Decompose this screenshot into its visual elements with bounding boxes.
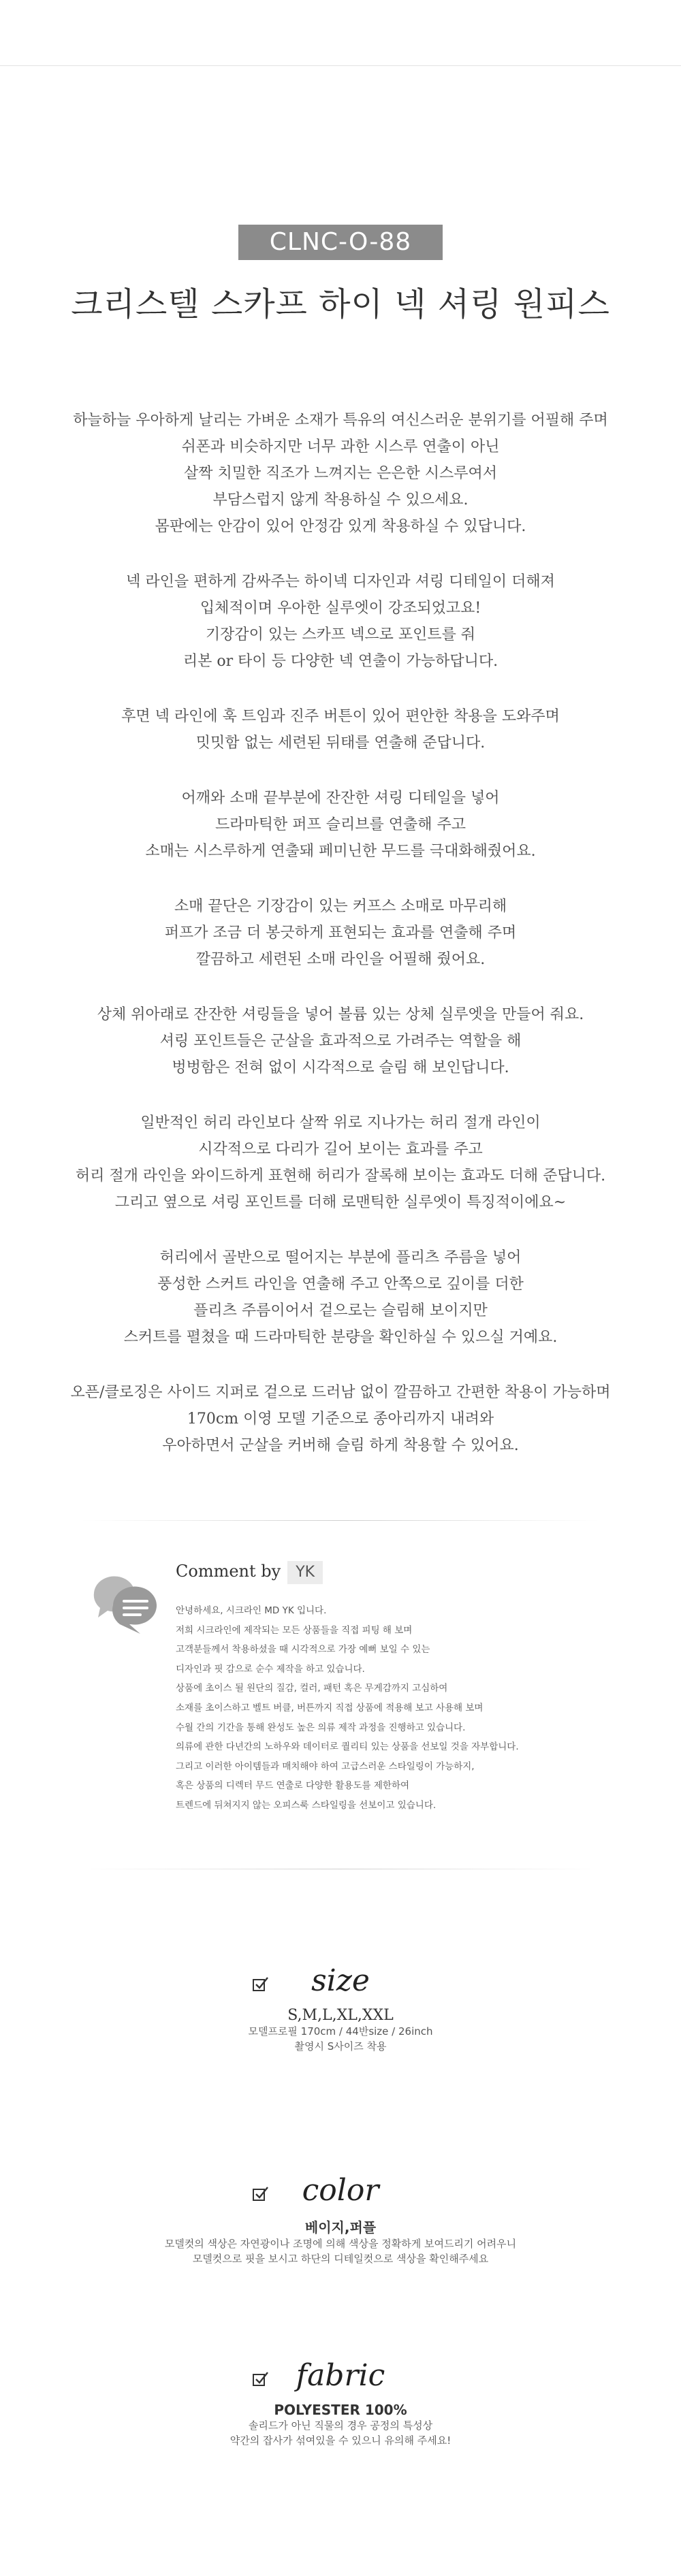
comment-author: YK: [287, 1561, 323, 1584]
description-line: 그리고 옆으로 셔링 포인트를 더해 로맨틱한 실루엣이 특징적이에요~: [114, 1194, 567, 1211]
comment-line: 수월 간의 기간을 통해 완성도 높은 의류 제작 과정을 진행하고 있습니다.: [176, 1722, 466, 1733]
description-paragraph: [41, 1110, 640, 1216]
description-line: 허리에서 골반으로 떨어지는 부분에 플리츠 주름을 넣어: [159, 1249, 522, 1266]
description-line: 리본 or 타이 등 다양한 넥 연출이 가능하답니다.: [183, 653, 498, 670]
description-line: 소매는 시스루하게 연출돼 페미닌한 무드를 극대화해줬어요.: [145, 843, 536, 860]
description-line: 후면 넥 라인에 훅 트임과 진주 버튼이 있어 편안한 착용을 도와주며: [121, 708, 560, 725]
comment-line: 트렌드에 뒤쳐지지 않는 오피스룩 스타일링을 선보이고 있습니다.: [176, 1799, 437, 1811]
description-line: 벙벙함은 전혀 없이 시각적으로 슬림 해 보인답니다.: [172, 1059, 509, 1076]
comment-line: 혹은 상품의 디렉터 무드 연출로 다양한 활용도를 제한하여: [176, 1780, 410, 1792]
size-section: [0, 1961, 681, 2054]
description-line: 넥 라인을 편하게 감싸주는 하이넥 디자인과 셔링 디테일이 더해져: [126, 573, 555, 590]
description-line: 살짝 치밀한 직조가 느껴지는 은은한 시스루여서: [183, 465, 497, 482]
description-line: 퍼프가 조금 더 봉긋하게 표현되는 효과를 연출해 주며: [164, 924, 517, 941]
description-line: 밋밋함 없는 세련된 뒤태를 연출해 준답니다.: [195, 735, 486, 752]
description-line: 170cm 이영 모델 기준으로 종아리까지 내려와: [187, 1411, 494, 1428]
description-line: 시각적으로 다리가 길어 보이는 효과를 주고: [198, 1141, 483, 1158]
color-title: color: [302, 2173, 379, 2208]
description-line: 상체 위아래로 잔잔한 셔링들을 넣어 볼륨 있는 상체 실루엣을 만들어 줘요.: [97, 1006, 584, 1023]
description-line: 몸판에는 안감이 있어 안정감 있게 착용하실 수 있답니다.: [155, 518, 526, 535]
description-line: 깔끔하고 세련된 소매 라인을 어필해 줬어요.: [195, 951, 486, 968]
comment-label: Comment by: [176, 1562, 281, 1581]
description-paragraph: [41, 785, 640, 865]
description-paragraph: [41, 703, 640, 756]
fabric-section: [0, 2355, 681, 2448]
product-description: [41, 407, 640, 1487]
description-line: 허리 절개 라인을 와이드하게 표현해 허리가 잘록해 보이는 효과도 더해 준답니다.: [75, 1168, 606, 1185]
description-line: 드라마틱한 퍼프 슬리브를 연출해 주고: [215, 816, 466, 833]
color-note: 모델컷의 색상은 자연광이나 조명에 의해 색상을 정확하게 보여드리기 어려우니: [164, 2238, 517, 2250]
description-line: 부담스럽지 않게 착용하실 수 있으세요.: [212, 492, 469, 509]
comment-line: 상품에 초이스 될 원단의 질감, 컬러, 패턴 혹은 무게감까지 고심하여: [176, 1683, 448, 1694]
description-paragraph: [41, 893, 640, 973]
comment-body: [176, 1601, 625, 1816]
description-paragraph: [41, 568, 640, 675]
color-section: [0, 2170, 681, 2266]
fabric-note: 솔리드가 아닌 직물의 경우 공정의 특성상: [248, 2419, 433, 2432]
description-paragraph: [41, 1001, 640, 1081]
fabric-note: 약간의 잡사가 섞여있을 수 있으니 유의해 주세요!: [229, 2434, 452, 2447]
comment-line: 안녕하세요, 시크라인 MD YK 입니다.: [176, 1605, 327, 1616]
description-line: 쉬폰과 비슷하지만 너무 과한 시스루 연출이 아닌: [181, 438, 500, 455]
comment-line: 고객분들께서 착용하셨을 때 시각적으로 가장 예뻐 보일 수 있는: [176, 1644, 430, 1656]
description-line: 플리츠 주름이어서 겉으로는 슬림해 보이지만: [193, 1302, 488, 1319]
description-line: 일반적인 허리 라인보다 살짝 위로 지나가는 허리 절개 라인이: [140, 1114, 541, 1131]
description-paragraph: [41, 407, 640, 540]
comment-line: 저희 시크라인에 제작되는 모든 상품들을 직접 피팅 해 보며: [176, 1624, 413, 1636]
section-divider: [82, 1520, 599, 1521]
size-title: size: [311, 1963, 370, 1998]
comment-header: [176, 1561, 323, 1584]
description-line: 어깨와 소매 끝부분에 잔잔한 셔링 디테일을 넣어: [181, 790, 500, 807]
product-code-badge: CLNC-O-88: [238, 225, 443, 260]
comment-line: 의류에 관한 다년간의 노하우와 데이터로 퀄리티 있는 상품을 선보일 것을 자부합니다.: [176, 1741, 519, 1753]
description-line: 스커트를 펼쳤을 때 드라마틱한 분량을 확인하실 수 있으실 거예요.: [123, 1329, 558, 1346]
comment-line: 그리고 이러한 아이템들과 매치해야 하여 고급스러운 스타일링이 가능하지,: [176, 1760, 475, 1772]
comment-line: 소재를 초이스하고 벨트 버클, 버튼까지 직접 상품에 적용해 보고 사용해 보며: [176, 1702, 484, 1713]
description-line: 우아하면서 군살을 커버해 슬림 하게 착용할 수 있어요.: [162, 1437, 519, 1454]
description-line: 하늘하늘 우아하게 날리는 가벼운 소재가 특유의 여신스러운 분위기를 어필해 주며: [73, 412, 608, 429]
product-title: 크리스텔 스카프 하이 넥 셔링 원피스: [71, 285, 610, 323]
description-paragraph: [41, 1379, 640, 1459]
size-value: S,M,L,XL,XXL: [287, 2007, 394, 2024]
top-divider: [0, 65, 681, 66]
size-note: 모델프로필 170cm / 44반size / 26inch: [248, 2025, 433, 2038]
description-line: 입체적이며 우아한 실루엣이 강조되었고요!: [200, 600, 481, 617]
comment-line: 디자인과 핏 감으로 순수 제작을 하고 있습니다.: [176, 1663, 365, 1675]
size-note: 촬영시 S사이즈 착용: [294, 2040, 387, 2052]
description-line: 오픈/클로징은 사이드 지퍼로 겉으로 드러남 없이 깔끔하고 간편한 착용이 가능하며: [70, 1384, 611, 1401]
fabric-value: POLYESTER 100%: [274, 2402, 407, 2418]
speech-bubbles-icon: [87, 1573, 158, 1638]
fabric-title: fabric: [296, 2358, 385, 2393]
color-note: 모델컷으로 핏을 보시고 하단의 디테일컷으로 색상을 확인해주세요: [192, 2253, 489, 2265]
description-line: 풍성한 스커트 라인을 연출해 주고 안쪽으로 깊이를 더한: [157, 1276, 524, 1293]
color-value: 베이지,퍼플: [304, 2219, 377, 2236]
description-line: 소매 끝단은 기장감이 있는 커프스 소매로 마무리해: [174, 898, 507, 915]
description-paragraph: [41, 1244, 640, 1351]
description-line: 기장감이 있는 스카프 넥으로 포인트를 줘: [205, 626, 476, 643]
description-line: 셔링 포인트들은 군살을 효과적으로 가려주는 역할을 해: [159, 1033, 522, 1050]
